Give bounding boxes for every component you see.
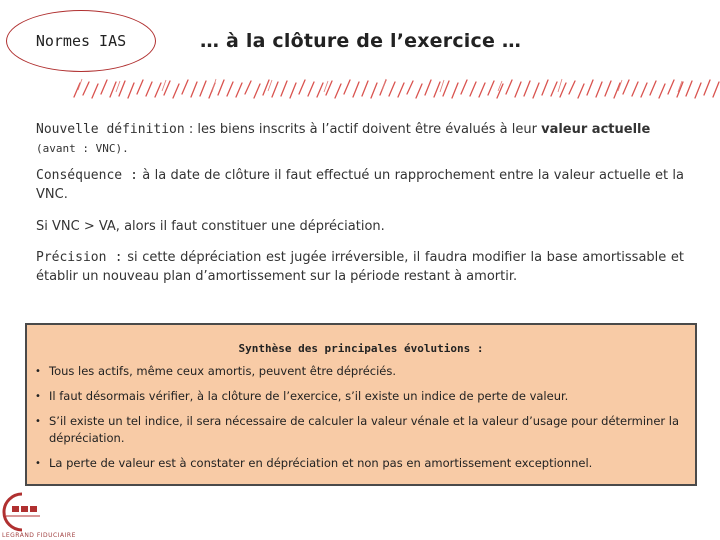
- definition-bold: valeur actuelle: [541, 122, 651, 137]
- definition-text: : les biens inscrits à l’actif doivent être évalués à leur: [184, 122, 542, 137]
- list-item: [33, 388, 693, 405]
- summary-title: Synthèse des principales évolutions :: [238, 342, 484, 355]
- definition-label: Nouvelle définition: [36, 122, 185, 137]
- decorative-stripe: [72, 70, 720, 106]
- logo-text: LEGRAND FIDUCIAIRE: [2, 532, 76, 539]
- list-item-text: S’il existe un tel indice, il sera nécessaire de calculer la valeur vénale et la valeur d’usage pour déterminer la dépréciation.: [49, 414, 680, 445]
- section-badge: [6, 10, 156, 72]
- list-item-text: Tous les actifs, même ceux amortis, peuvent être dépréciés.: [49, 364, 397, 378]
- definition-note: (avant : VNC).: [36, 142, 129, 155]
- paragraph-consequence: [36, 166, 684, 204]
- bullet-icon: •: [35, 416, 41, 427]
- paragraph-definition: [36, 120, 684, 158]
- list-item: [33, 413, 693, 447]
- paragraph-rule: [36, 217, 684, 236]
- list-item-text: Il faut désormais vérifier, à la clôture de l’exercice, s’il existe un indice de perte de valeur.: [49, 389, 569, 403]
- bullet-icon: •: [35, 366, 41, 377]
- summary-list: [33, 363, 693, 480]
- badge-label: Normes IAS: [35, 32, 127, 50]
- list-item-text: La perte de valeur est à constater en dépréciation et non pas en amortissement exceptionnel.: [49, 456, 593, 470]
- consequence-text: à la date de clôture il faut effectué un rapprochement entre la valeur actuelle et la VNC.: [36, 168, 685, 202]
- list-item: [33, 455, 693, 472]
- summary-box: [25, 323, 697, 486]
- bullet-icon: •: [35, 391, 41, 402]
- rule-text: Si VNC > VA, alors il faut constituer une dépréciation.: [36, 219, 385, 234]
- precision-text: si cette dépréciation est jugée irréversible, il faudra modifier la base amortissable et établir un nouveau plan d’amortissement sur la période restant à amortir.: [36, 250, 685, 284]
- list-item: [33, 363, 693, 380]
- precision-label: Précision :: [36, 250, 123, 265]
- paragraph-precision: [36, 248, 684, 286]
- bullet-icon: •: [35, 458, 41, 469]
- page-title: … à la clôture de l’exercice …: [200, 30, 522, 52]
- consequence-label: Conséquence :: [36, 168, 138, 183]
